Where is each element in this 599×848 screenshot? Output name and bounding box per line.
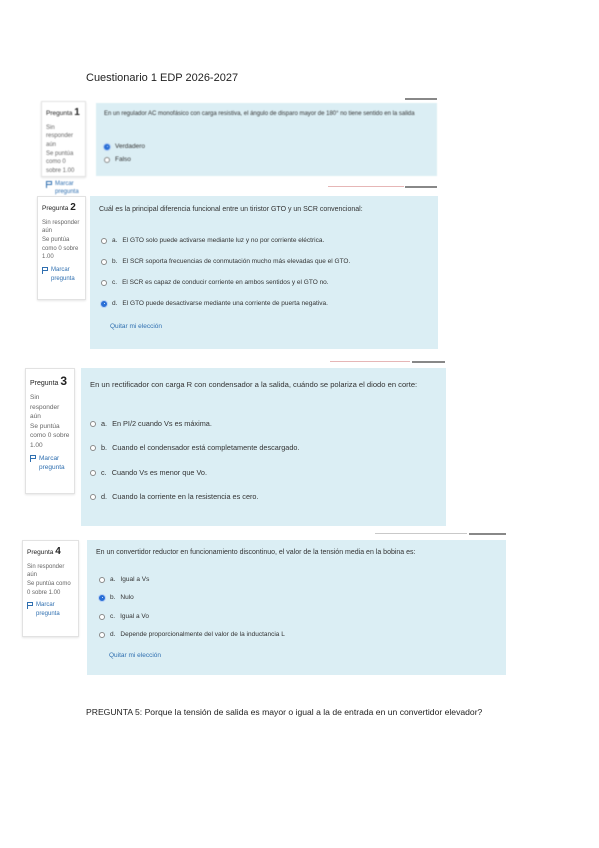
flag-question-link[interactable] <box>42 266 81 283</box>
flag-icon <box>42 267 49 274</box>
option-letter: d. <box>110 631 116 638</box>
option-text: El GTO solo puede activarse mediante luz y no por corriente eléctrica. <box>122 237 325 244</box>
option-true[interactable] <box>104 143 145 150</box>
option-text: Cuando el condensador está completamente descargado. <box>112 443 300 452</box>
question-panel-4 <box>87 540 506 675</box>
flag-icon <box>27 602 34 609</box>
option-false[interactable] <box>104 156 131 163</box>
radio-icon[interactable] <box>101 280 107 286</box>
question-text: En un rectificador con carga R con condensador a la salida, cuándo se polariza el diodo en corte: <box>90 380 418 389</box>
radio-icon[interactable] <box>90 445 96 451</box>
option-text: Nulo <box>120 594 134 601</box>
question-label: Pregunta <box>46 110 73 117</box>
question-number: 4 <box>55 546 61 557</box>
option-d[interactable] <box>101 300 328 307</box>
question-text: En un regulador AC monofásico con carga resistiva, el ángulo de disparo mayor de 180° no tiene sentido en la salida <box>104 111 415 117</box>
option-text: El SCR es capaz de conducir corriente en ambos sentidos y el GTO no. <box>122 279 329 286</box>
question-info-3 <box>25 368 75 494</box>
question-label: Pregunta <box>30 380 59 387</box>
option-letter: a. <box>110 576 116 583</box>
divider <box>330 361 410 362</box>
divider <box>412 361 445 363</box>
option-letter: c. <box>101 468 107 477</box>
option-text: Cuando Vs es menor que Vo. <box>111 468 208 477</box>
radio-icon[interactable] <box>90 494 96 500</box>
divider <box>405 98 437 100</box>
radio-icon[interactable] <box>101 238 107 244</box>
question-info-4 <box>22 540 79 637</box>
option-letter: b. <box>101 443 108 452</box>
question-grade: Se puntúa como 0 sobre 1.00 <box>46 150 75 174</box>
question-text: Cuál es la principal diferencia funcional entre un tiristor GTO y un SCR convencional: <box>99 206 363 213</box>
option-d[interactable] <box>99 631 285 638</box>
option-letter: a. <box>101 419 108 428</box>
question-number: 3 <box>60 374 68 388</box>
question-5-text: PREGUNTA 5: Porque la tensión de salida es mayor o igual a la de entrada en un convertidor elevador? <box>86 707 483 717</box>
option-c[interactable] <box>99 613 149 620</box>
option-text: Cuando la corriente en la resistencia es cero. <box>112 492 259 501</box>
question-text: En un convertidor reductor en funcionamiento discontinuo, el valor de la tensión media en la bobina es: <box>96 549 416 556</box>
question-header <box>27 545 74 560</box>
radio-selected-icon[interactable] <box>99 595 105 601</box>
option-letter: b. <box>112 258 118 265</box>
question-grade: Se puntúa como 0 sobre 1.00 <box>42 236 79 261</box>
option-text: Falso <box>115 156 131 163</box>
option-text: Igual a Vs <box>120 576 150 583</box>
flag-label: Marcar pregunta <box>39 454 65 472</box>
divider <box>469 533 506 535</box>
question-number: 2 <box>70 202 76 213</box>
option-text: Igual a Vo <box>120 613 149 620</box>
radio-icon[interactable] <box>90 421 96 427</box>
option-text: El GTO puede desactivarse mediante una corriente de puerta negativa. <box>122 300 328 307</box>
option-c[interactable] <box>90 468 207 477</box>
option-text: El SCR soporta frecuencias de conmutación mucho más elevadas que el GTO. <box>122 258 351 265</box>
flag-question-link[interactable] <box>30 454 70 473</box>
option-b[interactable] <box>99 594 134 601</box>
divider <box>328 186 404 187</box>
option-text: Depende proporcionalmente del valor de la inductancia L <box>120 631 285 638</box>
question-panel-1 <box>96 103 437 176</box>
option-letter: c. <box>110 613 116 620</box>
divider <box>405 186 437 188</box>
question-info-1 <box>41 101 86 196</box>
question-header <box>42 201 81 216</box>
option-letter: a. <box>112 237 118 244</box>
radio-selected-icon[interactable] <box>104 144 110 150</box>
option-d[interactable] <box>90 492 259 501</box>
document-title: Cuestionario 1 EDP 2026-2027 <box>86 72 239 84</box>
radio-icon[interactable] <box>99 614 105 620</box>
radio-icon[interactable] <box>90 470 96 476</box>
option-c[interactable] <box>101 279 329 286</box>
divider <box>375 533 467 534</box>
option-b[interactable] <box>101 258 350 265</box>
question-label: Pregunta <box>27 549 54 556</box>
question-number: 1 <box>74 107 80 118</box>
flag-label: Marcar pregunta <box>55 180 79 196</box>
radio-icon[interactable] <box>104 157 110 163</box>
option-a[interactable] <box>99 576 149 583</box>
question-info-2 <box>37 196 86 300</box>
question-panel-3 <box>81 368 446 526</box>
clear-choice-link[interactable]: Quitar mi elección <box>109 652 162 659</box>
flag-label: Marcar pregunta <box>36 602 60 617</box>
option-letter: c. <box>112 279 118 286</box>
question-grade: Se puntúa como 0 sobre 1.00 <box>27 580 71 596</box>
option-a[interactable] <box>101 237 324 244</box>
option-a[interactable] <box>90 419 212 428</box>
flag-label: Marcar pregunta <box>51 266 75 282</box>
clear-choice-link[interactable]: Quitar mi elección <box>110 323 163 330</box>
option-b[interactable] <box>90 443 300 452</box>
question-panel-2 <box>90 196 438 349</box>
flag-question-link[interactable] <box>46 180 81 197</box>
question-status: Sin responder aún <box>27 563 65 579</box>
option-letter: b. <box>110 594 116 601</box>
question-status: Sin responder aún <box>42 219 80 235</box>
question-label: Pregunta <box>42 205 69 212</box>
option-letter: d. <box>112 300 118 307</box>
question-status: Sin responder aún <box>30 394 60 421</box>
question-header <box>30 373 70 390</box>
question-status: Sin responder aún <box>46 124 74 148</box>
option-text: En PI/2 cuando Vs es máxima. <box>112 419 212 428</box>
radio-icon[interactable] <box>99 577 105 583</box>
flag-icon <box>30 455 37 462</box>
radio-icon[interactable] <box>99 632 105 638</box>
flag-icon <box>46 181 53 188</box>
question-grade: Se puntúa como 0 sobre 1.00 <box>30 422 70 449</box>
option-text: Verdadero <box>115 143 145 150</box>
radio-selected-icon[interactable] <box>101 301 107 307</box>
flag-question-link[interactable] <box>27 601 74 618</box>
radio-icon[interactable] <box>101 259 107 265</box>
question-header <box>46 106 81 121</box>
option-letter: d. <box>101 492 108 501</box>
